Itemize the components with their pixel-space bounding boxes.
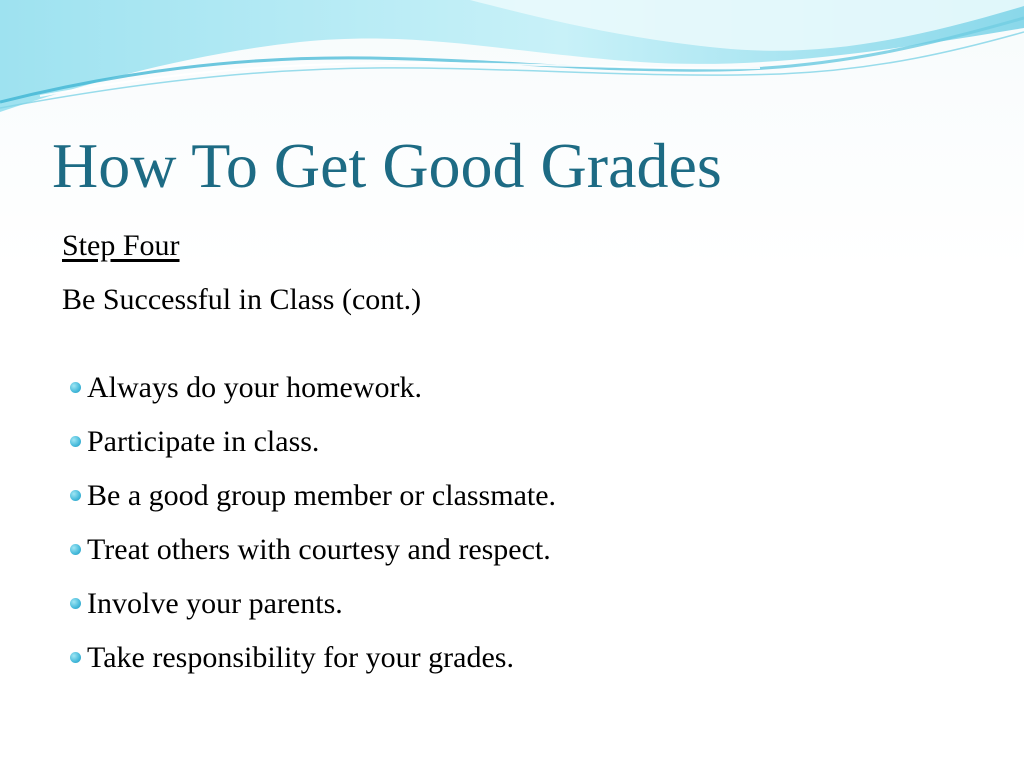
bullet-icon	[70, 652, 81, 663]
bullet-text: Treat others with courtesy and respect.	[87, 533, 551, 566]
bullet-list	[68, 368, 556, 692]
step-subheading: Step Four	[62, 229, 180, 262]
bullet-item	[68, 584, 556, 638]
bullet-icon	[70, 598, 81, 609]
bullet-icon	[70, 544, 81, 555]
bullet-icon	[70, 436, 81, 447]
bullet-icon	[70, 490, 81, 501]
wave-header-decoration	[0, 0, 1024, 120]
bullet-item	[68, 638, 556, 692]
bullet-text: Involve your parents.	[87, 587, 343, 620]
bullet-icon	[70, 382, 81, 393]
bullet-item	[68, 368, 556, 422]
bullet-item	[68, 476, 556, 530]
bullet-text: Always do your homework.	[87, 371, 422, 404]
section-title: Be Successful in Class (cont.)	[62, 283, 422, 316]
bullet-text: Participate in class.	[87, 425, 320, 458]
bullet-text: Take responsibility for your grades.	[87, 641, 514, 674]
bullet-item	[68, 422, 556, 476]
slide-title: How To Get Good Grades	[52, 130, 722, 201]
bullet-item	[68, 530, 556, 584]
bullet-text: Be a good group member or classmate.	[87, 479, 557, 512]
